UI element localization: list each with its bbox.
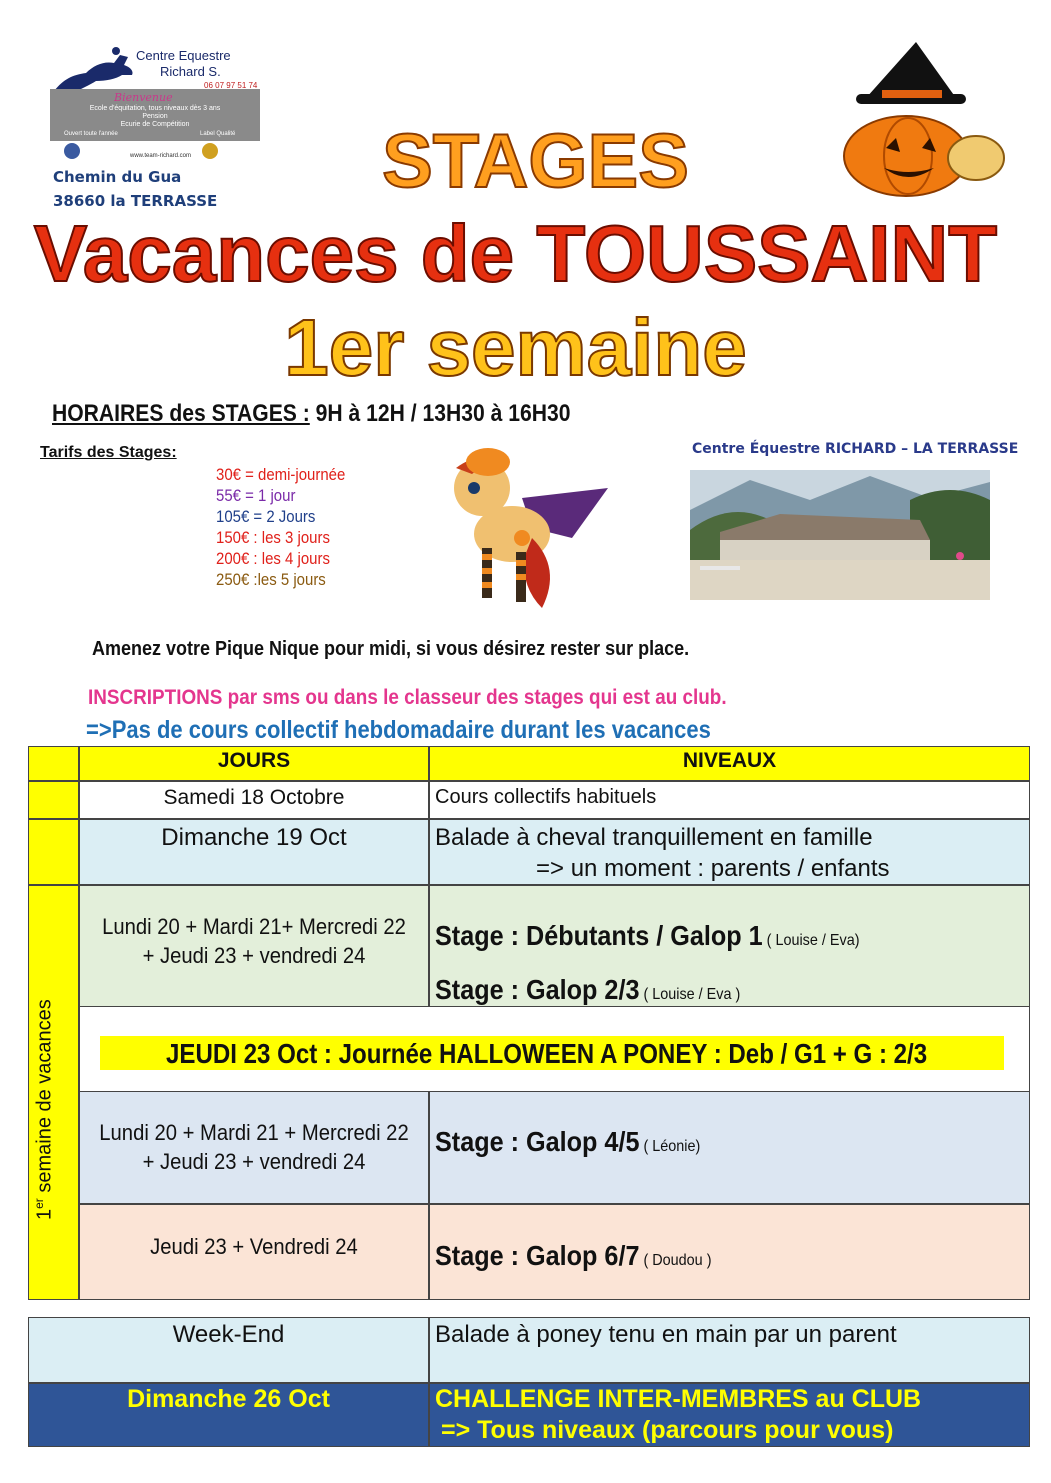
- title-vacances: Vacances de TOUSSAINT: [33, 209, 998, 298]
- address-street: Chemin du Gua: [53, 168, 182, 186]
- row1-jours: Samedi 18 Octobre: [163, 786, 345, 809]
- halloween-day: JEUDI 23 Oct : Journée HALLOWEEN A PONEY : Deb / G1 + G : 2/3: [166, 1038, 928, 1069]
- row3-jours-line2: + Jeudi 23 + vendredi 24: [142, 943, 366, 968]
- row2-niveaux-line1: Balade à cheval tranquillement en famille: [435, 824, 873, 851]
- tarif-item: 105€ = 2 Jours: [216, 507, 316, 526]
- horaires-label: HORAIRES des STAGES :: [52, 400, 310, 427]
- horaires-line: [52, 400, 570, 428]
- dimanche-jours: Dimanche 26 Oct: [127, 1385, 330, 1413]
- row5-stage: Stage : Galop 6/7 ( Doudou ): [435, 1240, 712, 1271]
- row5-jours: Jeudi 23 + Vendredi 24: [150, 1234, 358, 1259]
- row3-stage-debutants: Stage : Débutants / Galop 1 ( Louise / Eva): [435, 920, 860, 951]
- row3-stage-galop23: Stage : Galop 2/3 ( Louise / Eva ): [435, 974, 741, 1005]
- logo-welcome: Bienvenue: [114, 91, 173, 104]
- halloween-pony-illustration: [412, 438, 612, 616]
- logo-phone: 06 07 97 51 74: [204, 81, 258, 90]
- side-cell: [28, 781, 79, 819]
- tarif-item: 150€ : les 3 jours: [216, 528, 330, 547]
- row4-stage: Stage : Galop 4/5 ( Léonie): [435, 1126, 701, 1157]
- row1-niveaux: Cours collectifs habituels: [435, 786, 657, 808]
- dimanche-niveaux-line1: CHALLENGE INTER-MEMBRES au CLUB: [435, 1385, 922, 1413]
- side-cell: [28, 746, 79, 781]
- row2-jours: Dimanche 19 Oct: [161, 824, 347, 851]
- logo-description: Ecole d'équitation, tous niveaux dès 3 ans Pension Ecurie de Compétition: [89, 105, 221, 128]
- no-weekly-lessons-note: =>Pas de cours collectif hebdomadaire durant les vacances: [86, 716, 711, 744]
- tarif-item: 55€ = 1 jour: [216, 486, 296, 505]
- row4-jours-line2: + Jeudi 23 + vendredi 24: [142, 1149, 366, 1174]
- logo-name-line1: Centre Equestre: [136, 48, 231, 63]
- riding-arena-photo: [690, 470, 990, 600]
- title-stages: STAGES: [382, 119, 689, 204]
- title-semaine: 1er semaine: [284, 303, 747, 392]
- tarif-item: 200€ : les 4 jours: [216, 549, 330, 568]
- tarifs-title: Tarifs des Stages:: [40, 444, 177, 461]
- horaires-value: 9H à 12H / 13H30 à 16H30: [309, 400, 571, 427]
- row2-niveaux-line2: => un moment : parents / enfants: [536, 855, 890, 882]
- logo-website: www.team-richard.com: [130, 153, 192, 159]
- weekend-niveaux: Balade à poney tenu en main par un parent: [435, 1321, 897, 1348]
- tarif-item: 250€ :les 5 jours: [216, 570, 326, 589]
- tarif-item: 30€ = demi-journée: [216, 465, 346, 484]
- side-label: 1er semaine de vacances: [32, 999, 56, 1220]
- weekend-jours: Week-End: [172, 1321, 285, 1348]
- dimanche-niveaux-line2: => Tous niveaux (parcours pour vous): [441, 1416, 894, 1444]
- pique-nique-note: Amenez votre Pique Nique pour midi, si vous désirez rester sur place.: [92, 638, 690, 660]
- row4-jours-cell: [79, 1091, 429, 1204]
- header-jours: JOURS: [217, 749, 291, 772]
- photo-caption: Centre Équestre RICHARD – LA TERRASSE: [692, 441, 1019, 457]
- header-niveaux: NIVEAUX: [682, 749, 777, 772]
- logo-right-tag: Label Qualité: [200, 131, 236, 137]
- inscriptions-note: INSCRIPTIONS par sms ou dans le classeur des stages qui est au club.: [88, 686, 727, 709]
- logo-left-tag: Ouvert toute l'année: [64, 131, 118, 137]
- row4-jours-line1: Lundi 20 + Mardi 21 + Mercredi 22: [99, 1120, 409, 1145]
- logo-name-line2: Richard S.: [160, 64, 221, 79]
- address-city: 38660 la TERRASSE: [53, 192, 218, 210]
- row3-jours-line1: Lundi 20 + Mardi 21+ Mercredi 22: [102, 914, 406, 939]
